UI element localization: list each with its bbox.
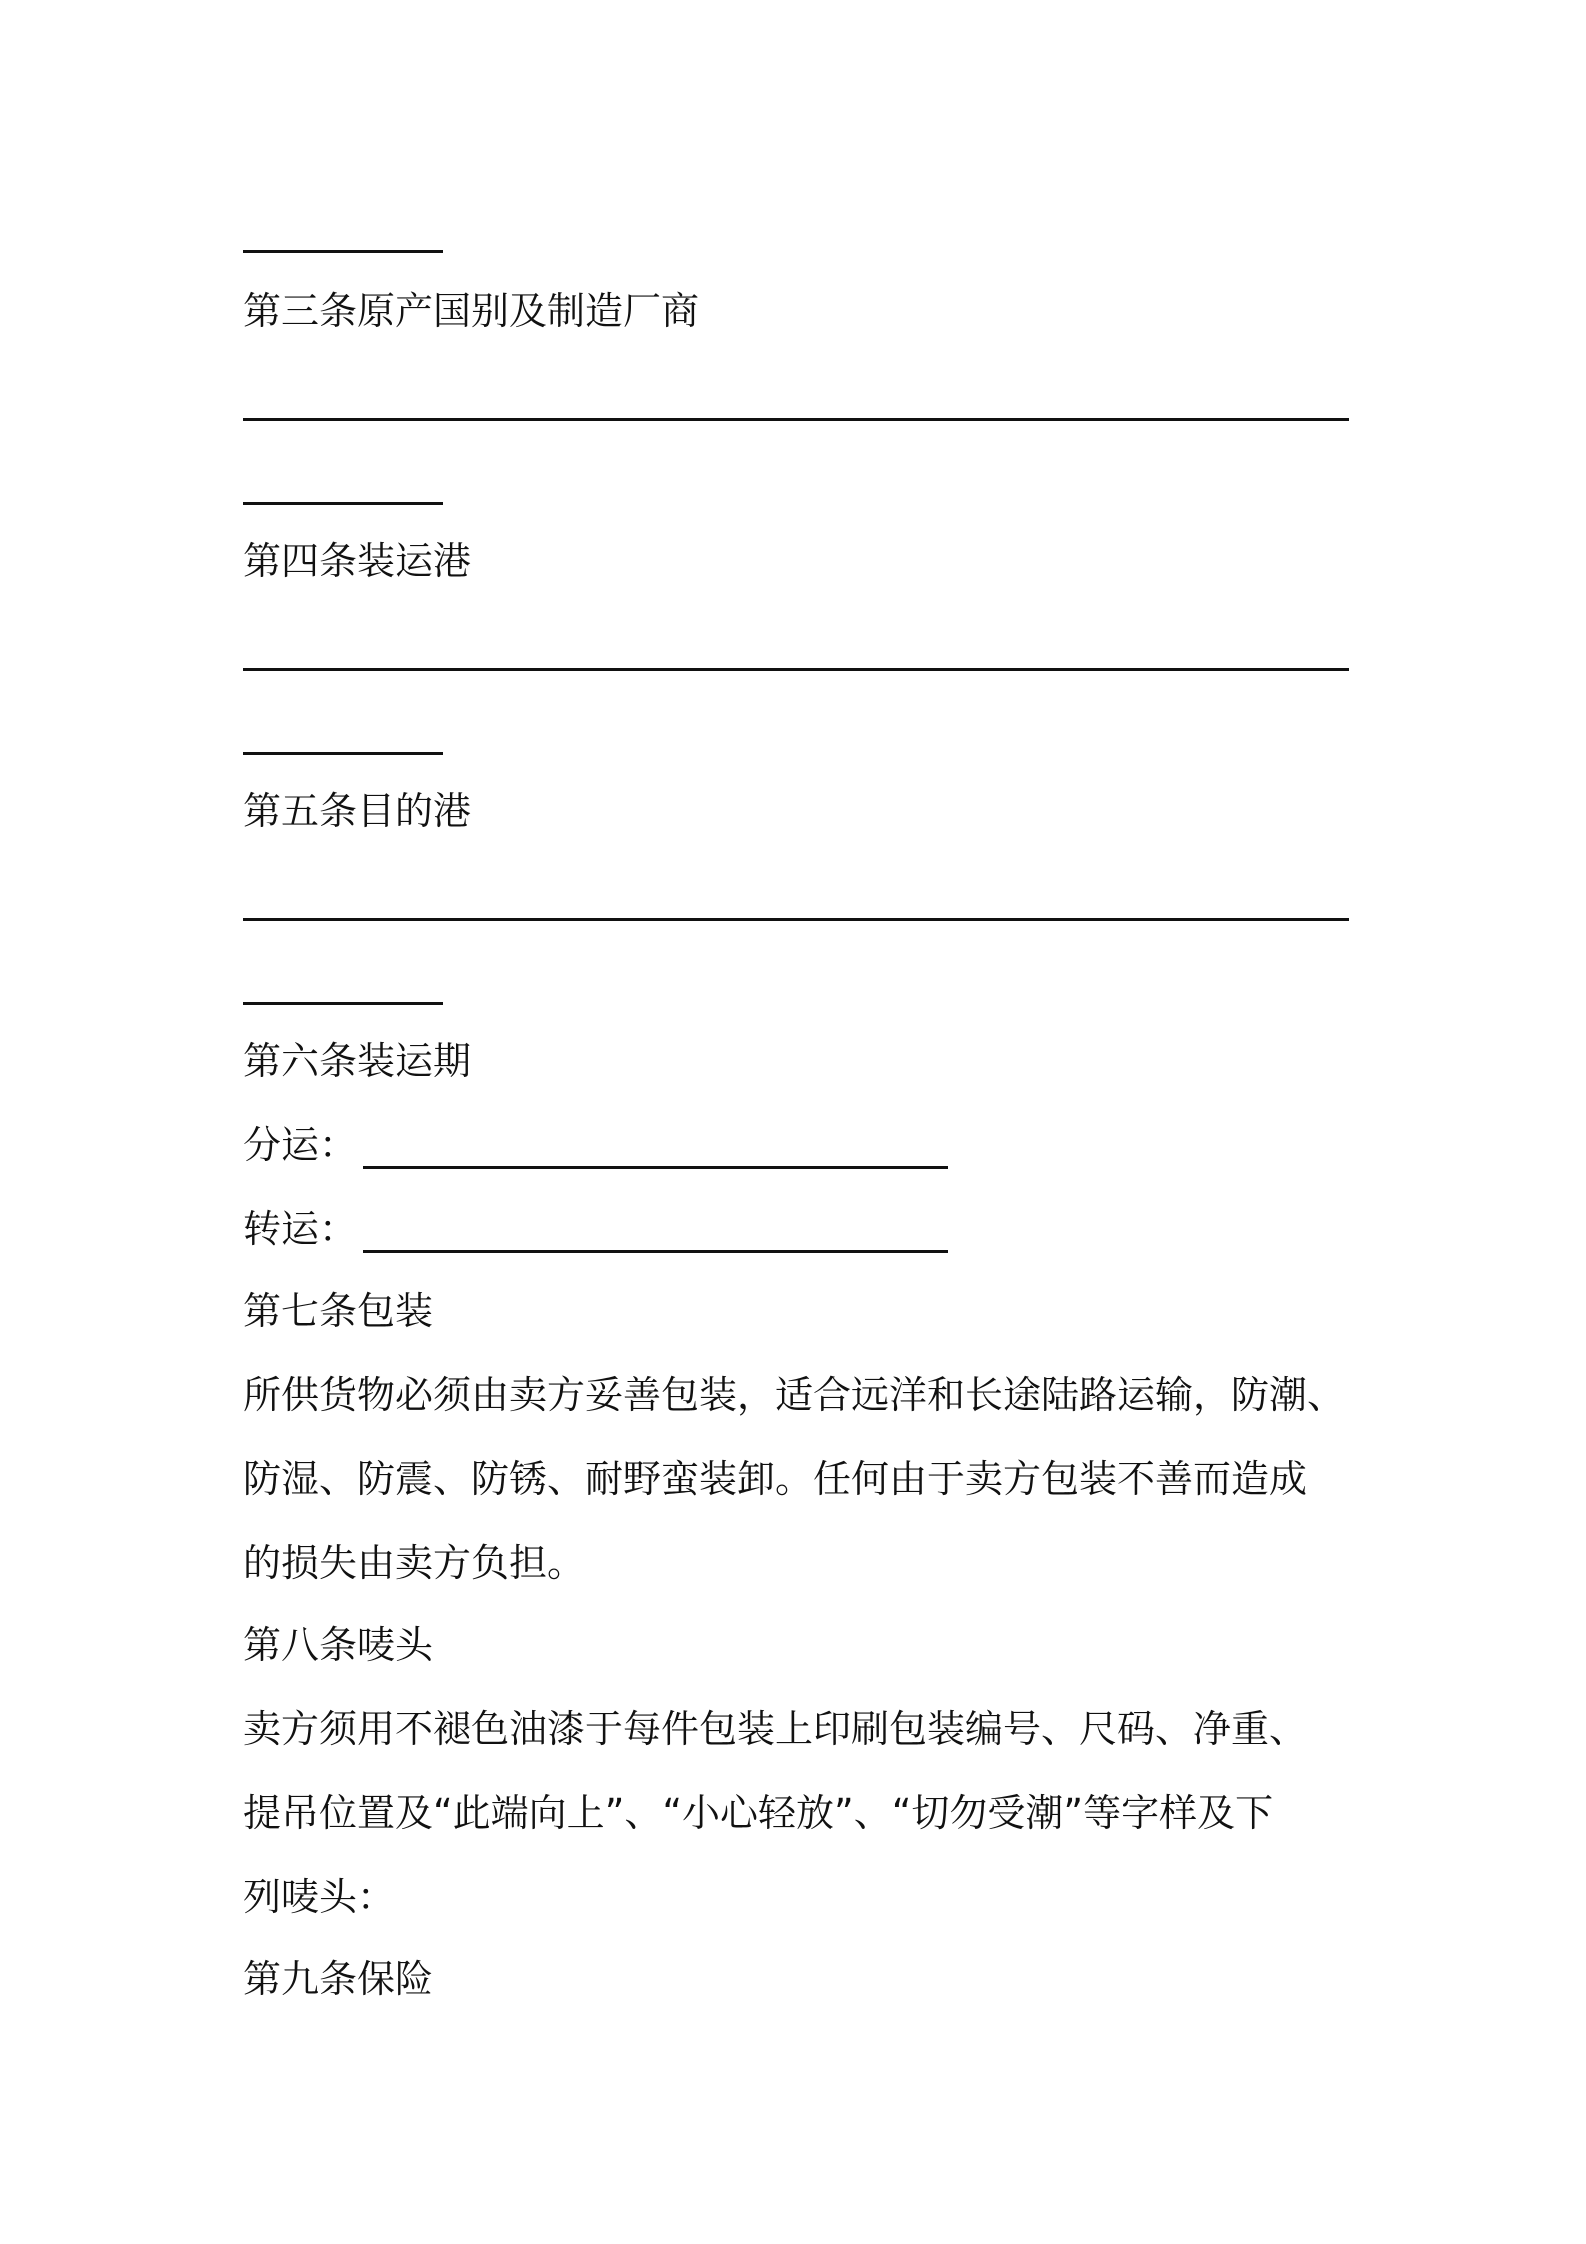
article-9-title: 第九条保险 bbox=[243, 1957, 434, 2001]
transshipment-field[interactable] bbox=[363, 1250, 948, 1253]
article-4-blank-line-2[interactable] bbox=[243, 752, 443, 755]
article-7-paragraph-line-3: 的损失由卖方负担。 bbox=[243, 1541, 586, 1585]
article-7-title: 第七条包装 bbox=[243, 1289, 434, 1333]
article-6-title: 第六条装运期 bbox=[243, 1039, 472, 1083]
partial-shipment-field[interactable] bbox=[363, 1166, 948, 1169]
article-8-paragraph-line-3: 列唛头： bbox=[243, 1875, 396, 1919]
blank-line-continuation[interactable] bbox=[243, 250, 443, 253]
article-7-paragraph-line-2: 防湿、防震、防锈、耐野蛮装卸。任何由于卖方包装不善而造成 bbox=[243, 1457, 1308, 1501]
article-3-blank-line-1[interactable] bbox=[243, 418, 1349, 421]
article-5-blank-line-2[interactable] bbox=[243, 1002, 443, 1005]
article-4-title: 第四条装运港 bbox=[243, 539, 472, 583]
article-3-blank-line-2[interactable] bbox=[243, 502, 443, 505]
partial-shipment-label: 分运： bbox=[243, 1123, 358, 1167]
article-4-blank-line-1[interactable] bbox=[243, 668, 1349, 671]
article-8-title: 第八条唛头 bbox=[243, 1623, 434, 1667]
article-8-paragraph-line-2: 提吊位置及“此端向上”、“小心轻放”、“切勿受潮”等字样及下 bbox=[243, 1791, 1274, 1835]
article-8-paragraph-line-1: 卖方须用不褪色油漆于每件包装上印刷包装编号、尺码、净重、 bbox=[243, 1707, 1308, 1751]
article-3-title: 第三条原产国别及制造厂商 bbox=[243, 289, 700, 333]
transshipment-label: 转运： bbox=[243, 1207, 358, 1251]
article-7-paragraph-line-1: 所供货物必须由卖方妥善包装，适合远洋和长途陆路运输，防潮、 bbox=[243, 1373, 1346, 1417]
article-5-title: 第五条目的港 bbox=[243, 789, 472, 833]
article-5-blank-line-1[interactable] bbox=[243, 918, 1349, 921]
